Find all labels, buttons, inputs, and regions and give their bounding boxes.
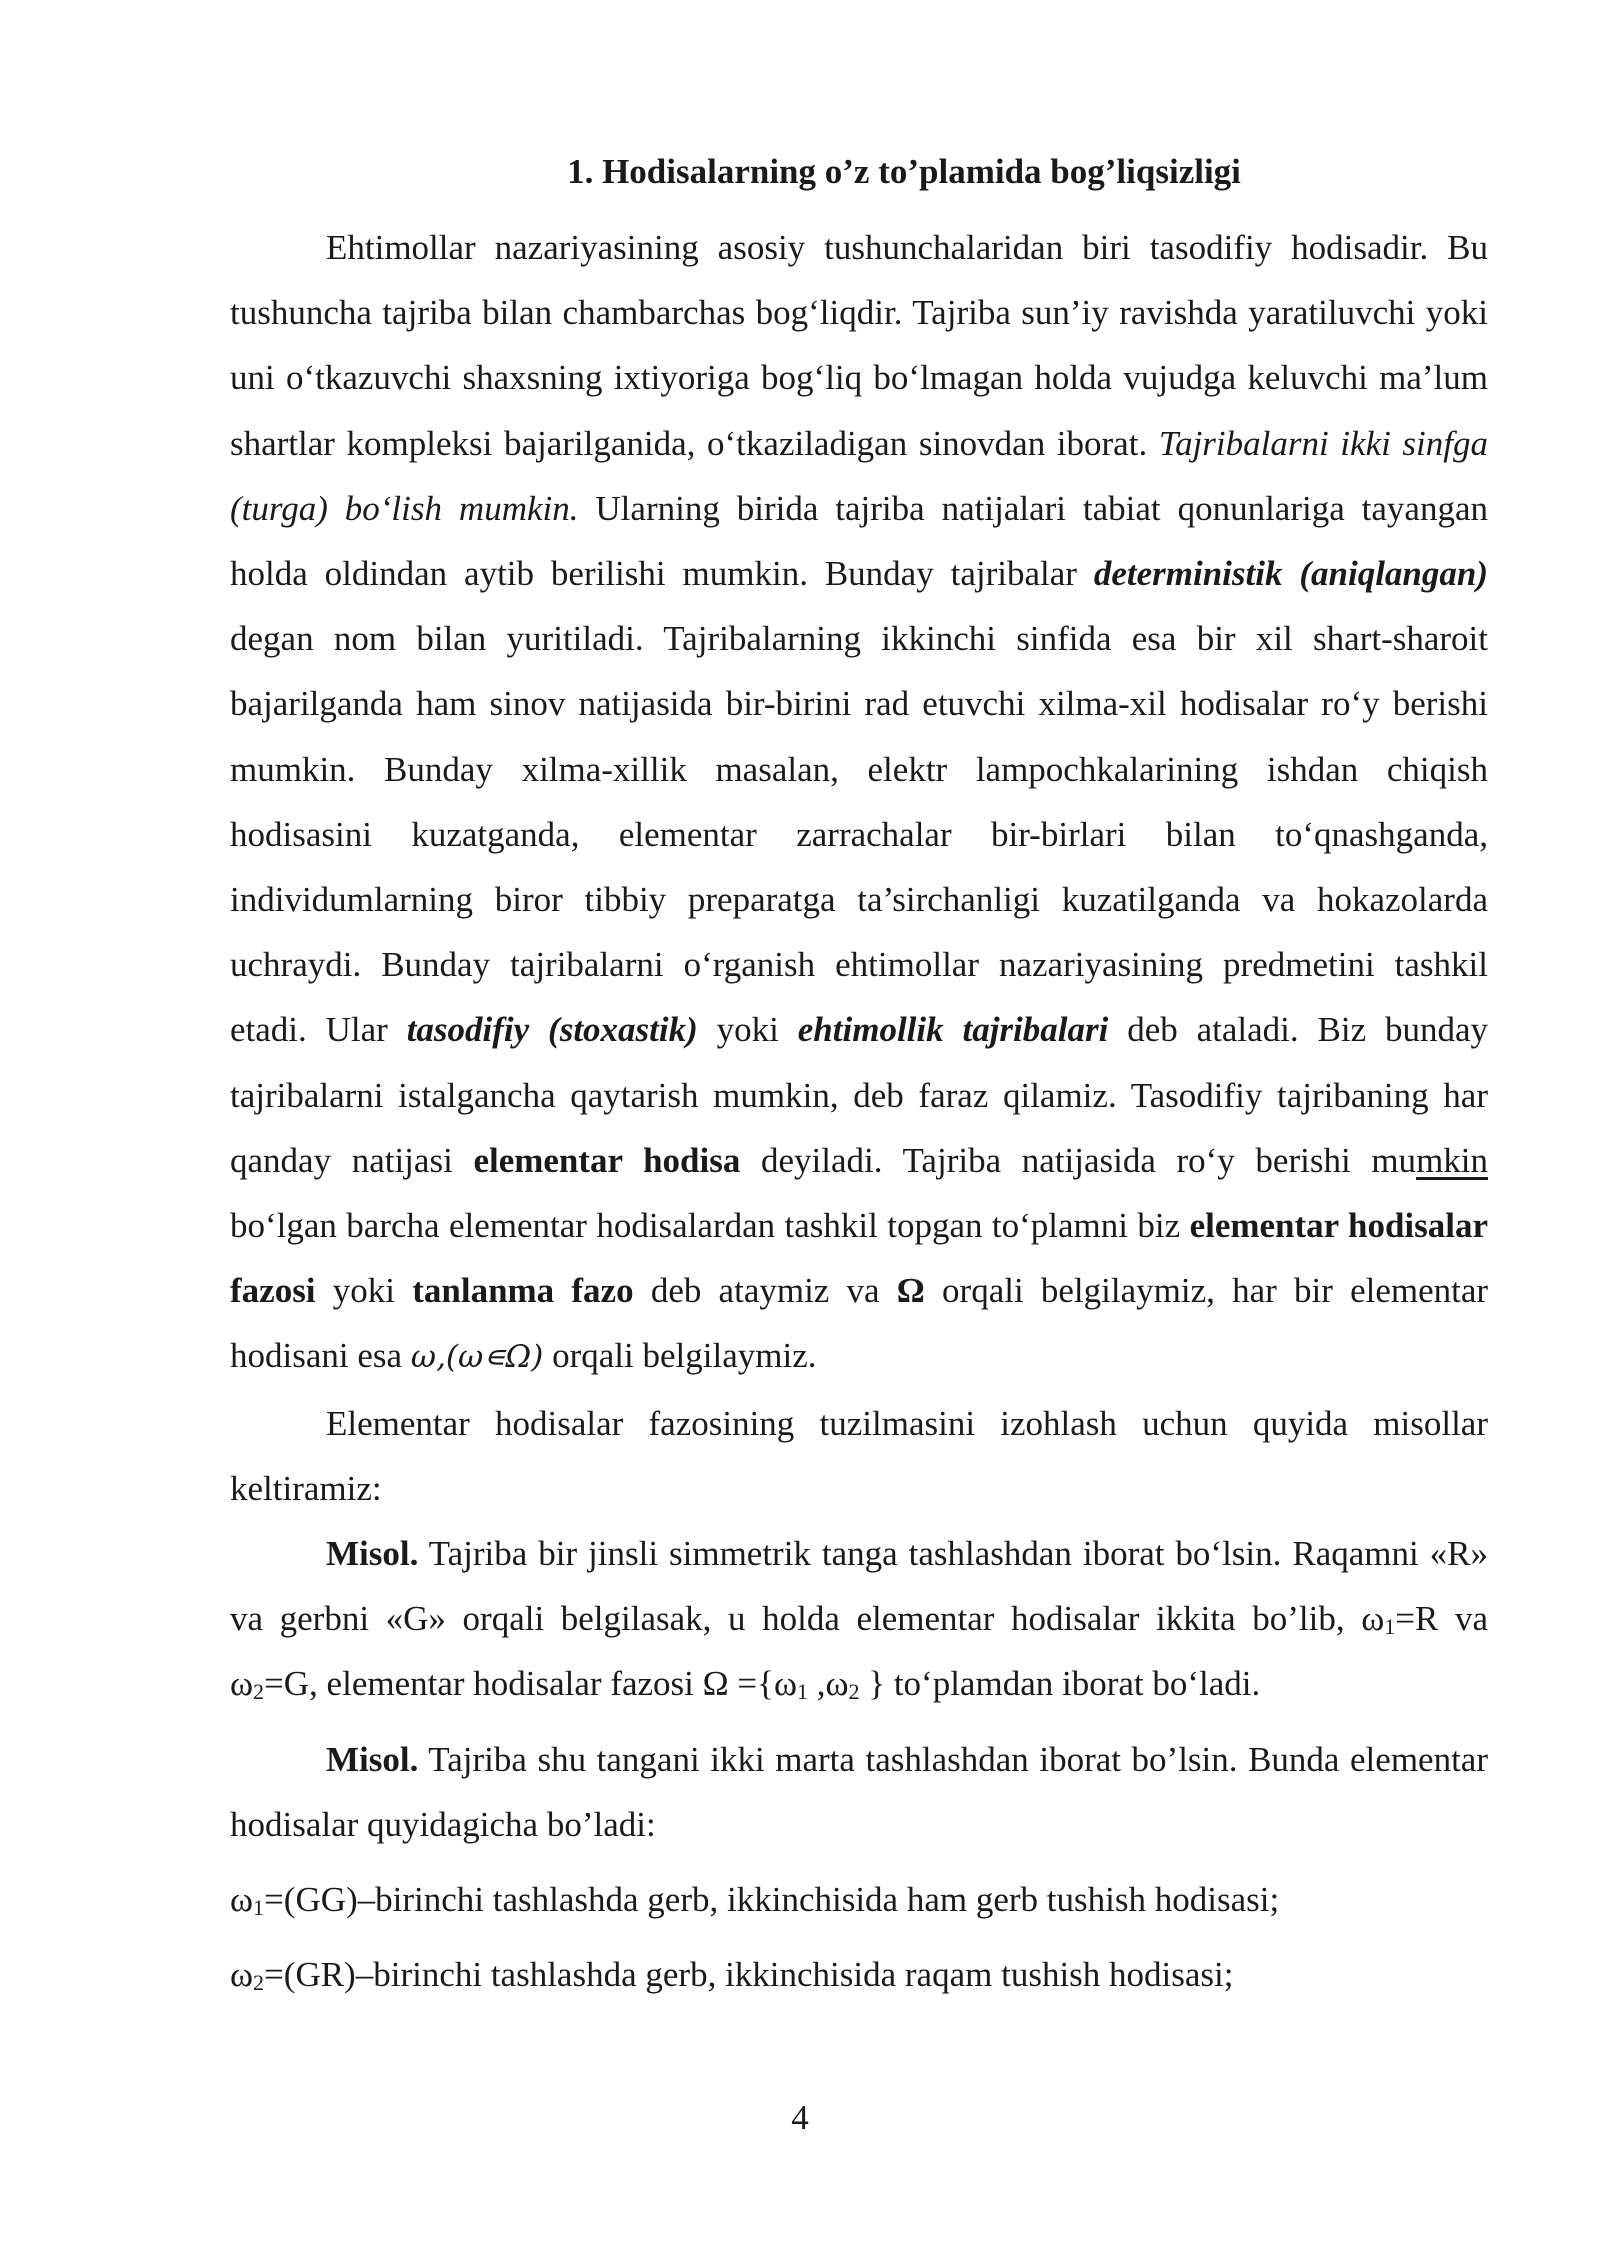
paragraph-examples-intro: Elementar hodisalar fazosining tuzilmasini izohlash uchun quyida misollar keltiramiz: [230,1403,1488,1508]
subscript: 1 [253,1895,265,1921]
term-deterministic: deterministik (aniqlangan) [1093,554,1489,594]
term-selection-space: tanlanma fazo [412,1271,634,1311]
term-sample-space: elementar hodisalar fazosi [230,1206,1489,1311]
text-run: deb ataladi. Biz bunday tajribalarni istalgancha qaytarish mumkin, deb faraz qilamiz. Tasodifiy tajribaning har qanday natijasi [230,1010,1489,1180]
event-line-1 [230,1867,1488,1932]
text-run: yoki [332,1271,395,1311]
event-line-2 [230,1942,1488,2007]
omega-symbol: Ω [896,1271,925,1311]
text-run: deyiladi. Tajriba natijasida ro‘y berishi mu [761,1140,1417,1180]
paragraph-example-1 [230,1521,1488,1717]
subscript: 2 [253,1970,265,1996]
math-expression: ω,(ω∊Ω) [410,1339,544,1376]
term-elementary-event: elementar hodisa [473,1140,741,1180]
subscript: 1 [796,1679,808,1705]
subscript: 1 [1384,1614,1396,1640]
text-run: Tajriba bir jinsli simmetrik tanga tashlashdan iborat bo‘lsin. Raqamni «R» va gerbni «G» orqali belgilasak, u holda elementar hodisalar ikkita bo’lib, ω [230,1534,1488,1639]
text-run: bo‘lgan barcha elementar hodisalardan tashkil topgan to‘plamni biz [230,1206,1181,1246]
text-run: Tajriba shu tangani ikki marta tashlashdan iborat bo’lsin. Bunda elementar hodisalar quyidagicha bo’ladi: [230,1739,1488,1844]
italic-phrase: Tajribalarni ikki sinfga (turga) bo‘lish mumkin. [230,423,1488,528]
page-number: 4 [791,2098,809,2137]
paragraph-introduction [230,215,1488,1391]
underlined-text: mkin [1416,1140,1489,1180]
text-run: } to‘plamdan iborat bo‘ladi. [859,1664,1261,1704]
text-run: degan nom bilan yuritiladi. Tajribalarning ikkinchi sinfida esa bir xil shart-sharoit bajarilganda ham sinov natijasida bir-birini rad etuvchi xilma-xil hodisalar ro‘y berishi mumkin. Bunday xilma-xillik masalan, elektr lampochkalarining ishdan chiqish hodisasini kuzatganda, elementar zarrachalar bir-birlari bilan to‘qnashganda, individumlarning biror tibbiy preparatga ta’sirchanligi kuzatilganda va hokazolarda uchraydi. Bunday tajribalarni o‘rganish ehtimollar nazariyasining predmetini tashkil etadi. Ular [230,619,1488,1050]
term-stochastic: tasodifiy (stoxastik) [406,1010,698,1050]
example-label: Misol. [326,1534,419,1574]
paragraph-example-2 [230,1727,1488,1857]
subscript: 2 [253,1679,265,1705]
text-run: yoki [716,1010,779,1050]
text-run: =G, elementar hodisalar fazosi Ω ={ω [264,1664,797,1704]
text-run: =(GR)–birinchi tashlashda gerb, ikkinchisida raqam tushish hodisasi; [264,1955,1234,1995]
section-title: 1. Hodisalarning o’z to’plamida bog’liqsizligi [567,152,1241,191]
text-run: =(GG)–birinchi tashlashda gerb, ikkinchisida ham gerb tushish hodisasi; [264,1880,1280,1920]
example-label: Misol. [326,1739,419,1779]
text-run: orqali belgilaymiz. [552,1336,817,1376]
term-probability-experiments: ehtimollik tajribalari [797,1010,1109,1050]
text-run: Ehtimollar nazariyasining asosiy tushunchalaridan biri tasodifiy hodisadir. Bu tushuncha tajriba bilan chambarchas bog‘liqdir. Tajriba sun’iy ravishda yaratiluvchi yoki uni o‘tkazuvchi shaxsning ixtiyoriga bog‘liq bo‘lmagan holda vujudga keluvchi ma’lum shartlar kompleksi bajarilganida, o‘tkaziladigan sinovdan iborat. [230,228,1488,463]
text-run: ,ω [807,1664,849,1704]
subscript: 2 [848,1679,860,1705]
text-run: =R va ω [230,1599,1488,1704]
omega-symbol: ω [230,1880,254,1920]
omega-symbol: ω [230,1955,254,1995]
document-page [230,150,1488,2007]
text-run: Ularning birida tajriba natijalari tabiat qonunlariga tayangan holda oldindan aytib berilishi mumkin. Bunday tajribalar [230,488,1488,594]
text-run: deb ataymiz va [650,1271,880,1311]
text-run: orqali belgilaymiz, har bir elementar hodisani esa [230,1271,1489,1376]
